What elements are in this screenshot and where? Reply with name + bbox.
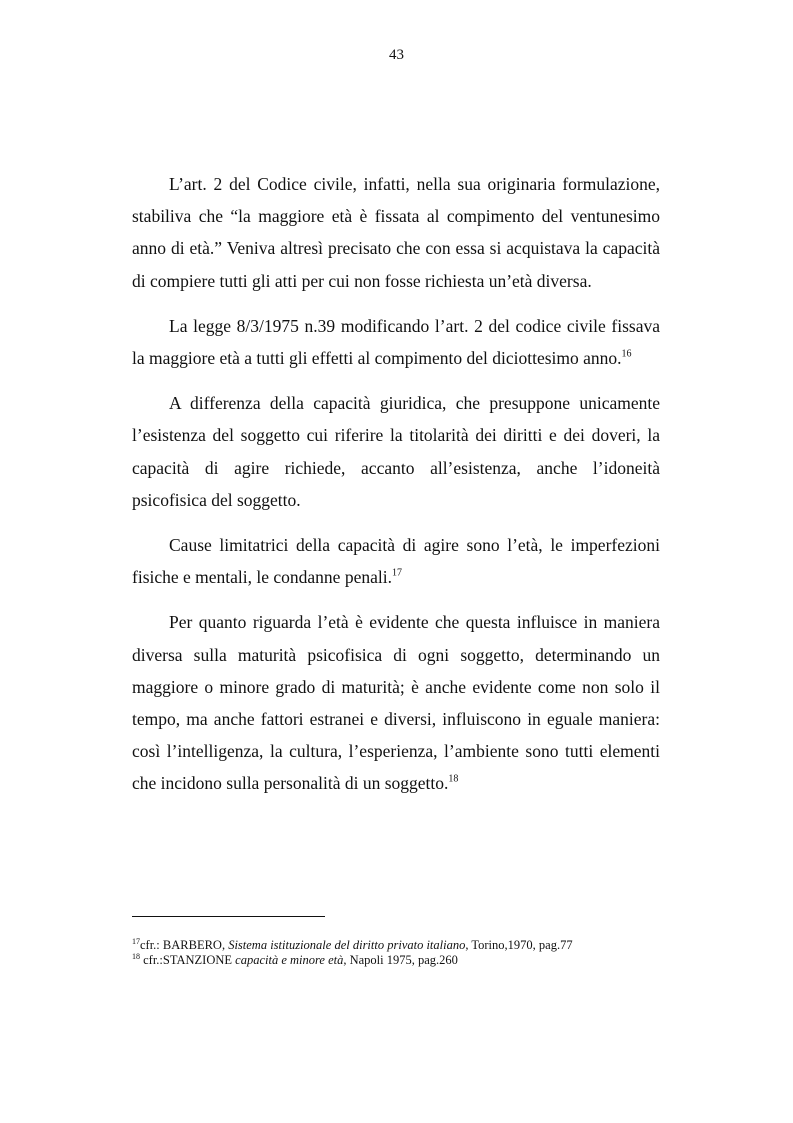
paragraph-text: Per quanto riguarda l’età è evidente che questa influisce in maniera diversa sulla maturità psicofisica di ogni soggetto, determinando un maggiore o minore grado di maturità; è anche evidente come non solo il tempo, ma anche fattori estranei e diversi, influiscono in eguale maniera: così l’intelligenza, la cultura, l’esperienza, l’ambiente sono tutti elementi che incidono sulla personalità di un soggetto. xyxy=(132,612,660,794)
body-text xyxy=(132,168,660,813)
footnote-mark: 18 xyxy=(132,952,140,962)
paragraph xyxy=(132,387,660,516)
paragraph xyxy=(132,310,660,374)
paragraph xyxy=(132,529,660,593)
footnote-ref: 16 xyxy=(621,348,632,360)
paragraph xyxy=(132,606,660,799)
footnote-ref: 18 xyxy=(448,773,459,785)
footnote xyxy=(132,938,672,953)
paragraph-text: Cause limitatrici della capacità di agire sono l’età, le imperfezioni fisiche e mentali, le condanne penali. xyxy=(132,535,660,588)
footnote-suffix: , Torino,1970, pag.77 xyxy=(465,938,573,952)
footnote-separator xyxy=(132,916,325,917)
footnote-ref: 17 xyxy=(391,567,402,579)
footnote-prefix: cfr.: BARBERO, xyxy=(140,938,229,952)
paragraph-text: La legge 8/3/1975 n.39 modificando l’art. 2 del codice civile fissava la maggiore età a tutti gli effetti al compimento del diciottesimo anno. xyxy=(132,315,660,369)
footnote-title: capacità e minore età xyxy=(235,953,344,967)
page-number: 43 xyxy=(389,47,404,63)
footnote-title: Sistema istituzionale del diritto privato italiano xyxy=(228,938,466,952)
paragraph xyxy=(132,168,660,297)
paragraph-text: L’art. 2 del Codice civile, infatti, nella sua originaria formulazione, stabiliva che “la maggiore età è fissata al compimento del ventunesimo anno di età.” Veniva altresì precisato che con essa si acquistava la capacità di compiere tutti gli atti per cui non fosse richiesta un’età diversa. xyxy=(132,174,660,291)
footnote xyxy=(132,953,672,968)
footnotes xyxy=(132,938,672,968)
footnote-mark: 17 xyxy=(132,937,140,947)
footnote-prefix: cfr.:STANZIONE xyxy=(140,953,236,967)
footnote-suffix: , Napoli 1975, pag.260 xyxy=(343,953,458,967)
paragraph-text: A differenza della capacità giuridica, che presuppone unicamente l’esistenza del soggetto cui riferire la titolarità dei diritti e dei doveri, la capacità di agire richiede, accanto all’esistenza, anche l’idoneità psicofisica del soggetto. xyxy=(132,393,660,510)
